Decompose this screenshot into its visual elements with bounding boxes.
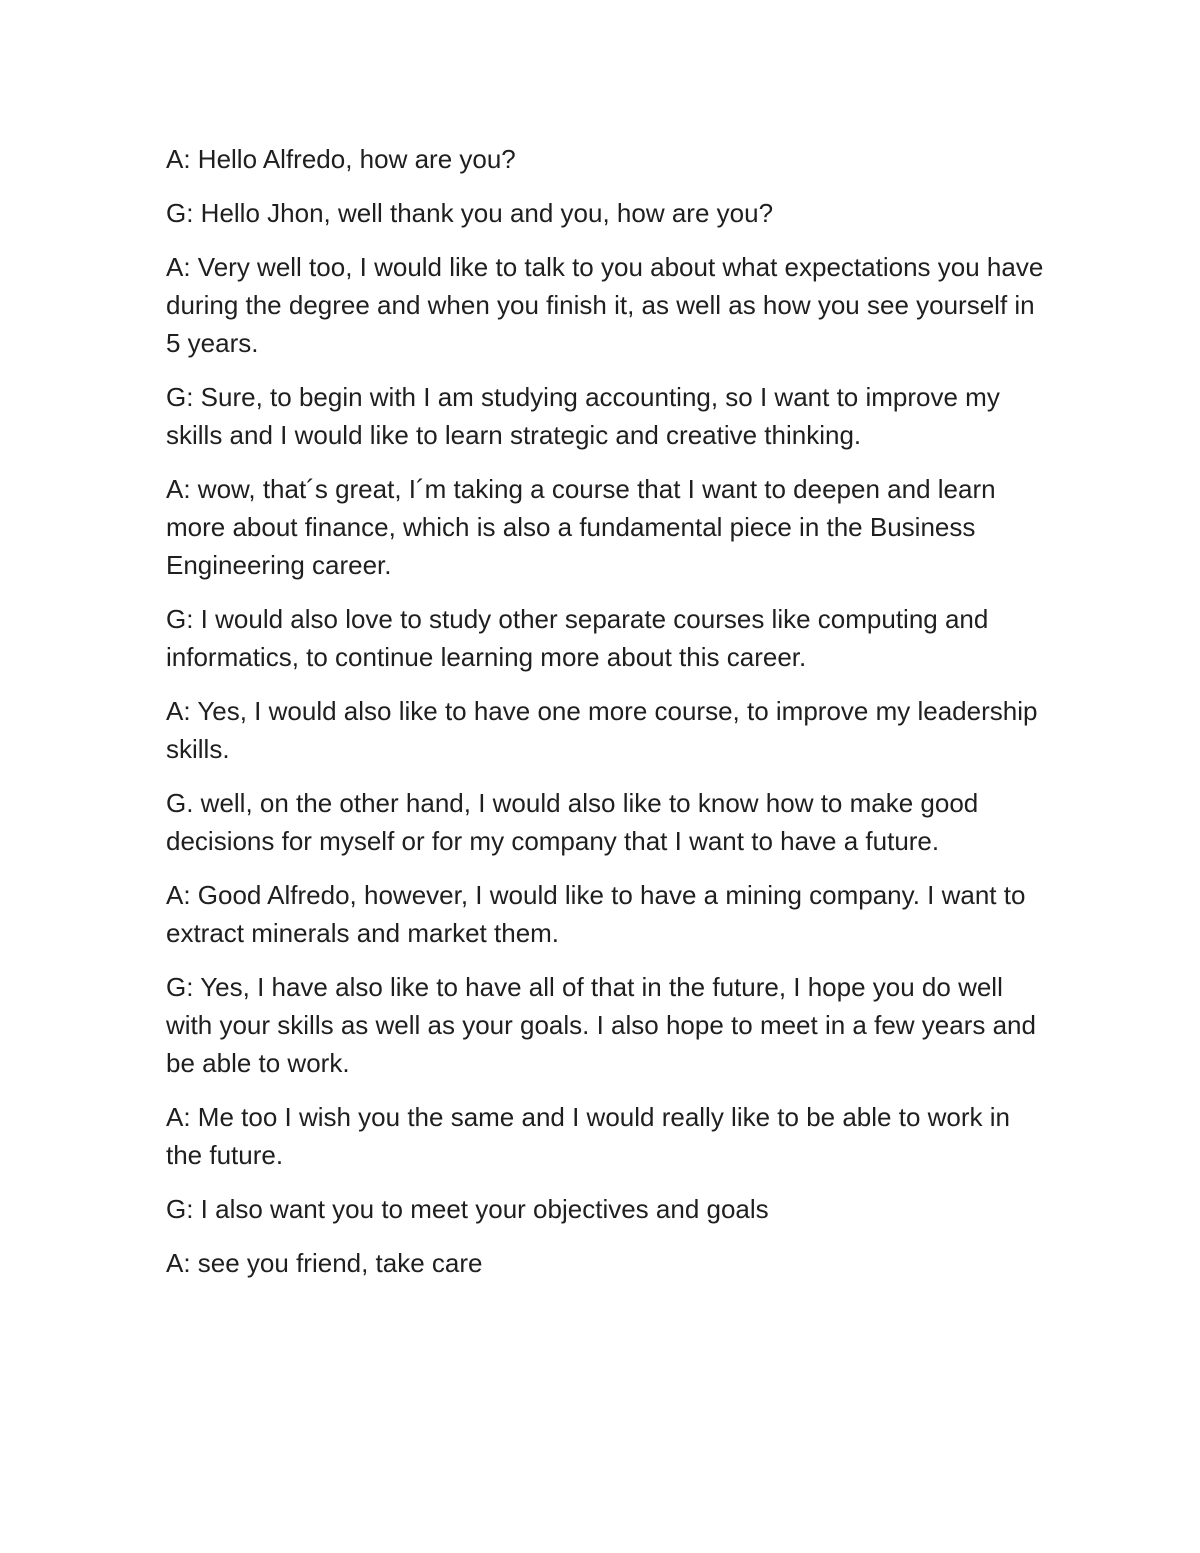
dialogue-line-5: A: wow, that´s great, I´m taking a course that I want to deepen and learn more about finance, which is also a fundamental piece in the Business Engineering career. xyxy=(166,474,996,580)
dialogue-line-7: A: Yes, I would also like to have one more course, to improve my leadership skills. xyxy=(166,696,1038,764)
dialogue-line-3: A: Very well too, I would like to talk to you about what expectations you have during the degree and when you finish it, as well as how you see yourself in 5 years. xyxy=(166,252,1044,358)
dialogue-line-8: G. well, on the other hand, I would also like to know how to make good decisions for myself or for my company that I want to have a future. xyxy=(166,788,979,856)
dialogue-line-2: G: Hello Jhon, well thank you and you, how are you? xyxy=(166,198,774,228)
dialogue-body xyxy=(166,140,1046,1298)
dialogue-line-1: A: Hello Alfredo, how are you? xyxy=(166,144,516,174)
dialogue-line-10: G: Yes, I have also like to have all of that in the future, I hope you do well with your skills as well as your goals. I also hope to meet in a few years and be able to work. xyxy=(166,972,1036,1078)
dialogue-line-12: G: I also want you to meet your objectives and goals xyxy=(166,1194,769,1224)
dialogue-line-4: G: Sure, to begin with I am studying accounting, so I want to improve my skills and I would like to learn strategic and creative thinking. xyxy=(166,382,1000,450)
dialogue-line-13: A: see you friend, take care xyxy=(166,1248,483,1278)
dialogue-line-6: G: I would also love to study other separate courses like computing and informatics, to continue learning more about this career. xyxy=(166,604,989,672)
dialogue-line-9: A: Good Alfredo, however, I would like to have a mining company. I want to extract minerals and market them. xyxy=(166,880,1026,948)
dialogue-line-11: A: Me too I wish you the same and I would really like to be able to work in the future. xyxy=(166,1102,1010,1170)
